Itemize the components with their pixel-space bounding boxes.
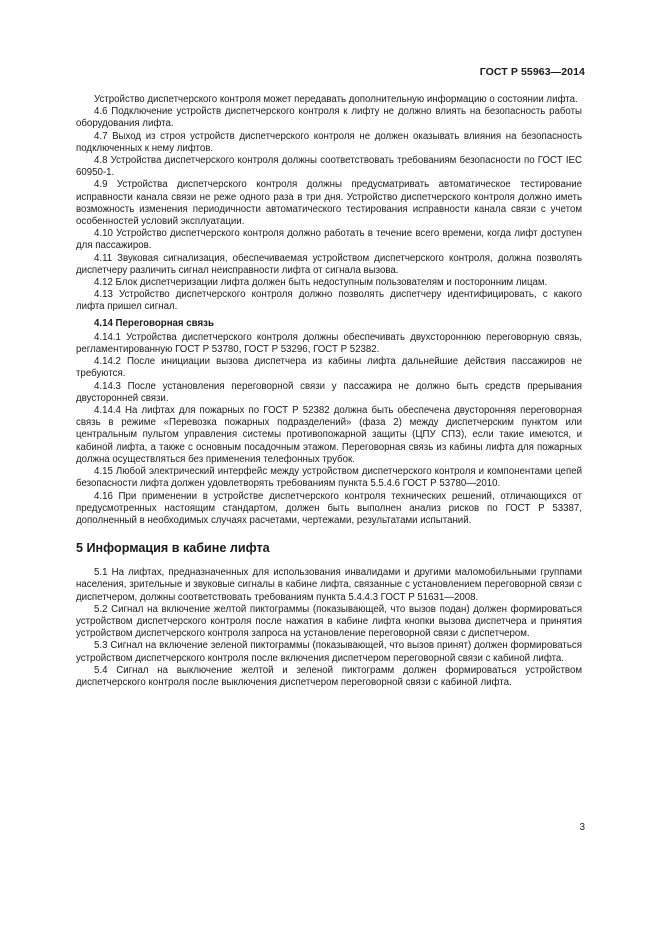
clause-4-14-2: 4.14.2 После инициации вызова диспетчера из кабины лифта дальнейшие действия пассажиров не требуются.	[76, 356, 582, 380]
clause-5-2: 5.2 Сигнал на включение желтой пиктограммы (показывающей, что вызов подан) должен формироваться устройством диспетчерского контроля после нажатия в кабине лифта кнопки вызова диспетчера и принятия устройством диспетчерского контроля запроса на установление переговорной связи с диспетчером.	[76, 603, 582, 640]
subsection-heading-4-14: 4.14 Переговорная связь	[94, 317, 214, 329]
section-heading-5: 5 Информация в кабине лифта	[76, 541, 270, 556]
clause-4-9: 4.9 Устройства диспетчерского контроля должны предусматривать автоматическое тестирование исправности канала связи не реже одного раза в три дня. Устройство диспетчерского контроля должно иметь возможность изменения периодичности автоматического тестирования исправности канала связи с учетом особенностей условий эксплуатации.	[76, 179, 582, 228]
clause-5-1: 5.1 На лифтах, предназначенных для использования инвалидами и другими маломобильными группами населения, зрительные и звуковые сигналы в кабине лифта, связанные с установлением переговорной связи с диспетчером, должны соответствовать требованиям пункта 5.4.4.3 ГОСТ Р 51631—2008.	[76, 567, 582, 603]
clause-4-13: 4.13 Устройство диспетчерского контроля должно позволять диспетчеру идентифицировать, с какого лифта пришел сигнал.	[76, 289, 582, 313]
clause-4-14-1: 4.14.1 Устройства диспетчерского контроля должны обеспечивать двухстороннюю переговорную связь, регламентированную ГОСТ Р 53780, ГОСТ Р 53296, ГОСТ Р 52382.	[76, 331, 582, 356]
clause-4-16: 4.16 При применении в устройстве диспетчерского контроля технических решений, отличающихся от предусмотренных настоящим стандартом, должен быть выполнен анализ рисков по ГОСТ Р 53387, дополненный в необходимых случаях расчетами, чертежами, результатами испытаний.	[76, 490, 582, 526]
clause-4-14-4: 4.14.4 На лифтах для пожарных по ГОСТ Р 52382 должна быть обеспечена двусторонняя переговорная связь в режиме «Перевозка пожарных подразделений» (фаза 2) между диспетчерским пунктом или центральным пультом управления системы противопожарной защиты (ЦПУ СПЗ), если такие имеются, и кабиной лифта, а также с основным посадочным этажом. Переговорная связь из кабины лифта для пожарных должна осуществляться без применения телефонных трубок.	[76, 405, 582, 465]
clause-4-12: 4.12 Блок диспетчеризации лифта должен быть недоступным пользователям и посторонним лицам.	[94, 277, 548, 289]
clause-4-8: 4.8 Устройства диспетчерского контроля должны соответствовать требованиям безопасности по ГОСТ IEC 60950-1.	[76, 155, 582, 179]
paragraph-intro: Устройство диспетчерского контроля может передавать дополнительную информацию о состоянии лифта.	[94, 94, 578, 105]
document-code: ГОСТ Р 55963—2014	[479, 66, 585, 78]
clause-4-11: 4.11 Звуковая сигнализация, обеспечиваемая устройством диспетчерского контроля, должна позволять диспетчеру различить сигнал неисправности лифта от сигнала вызова.	[76, 252, 582, 276]
clause-4-15: 4.15 Любой электрический интерфейс между устройством диспетчерского контроля и компонентами цепей безопасности лифта должен удовлетворять требованиям пункта 5.5.4.6 ГОСТ Р 53780—2010.	[76, 466, 582, 490]
clause-5-3: 5.3 Сигнал на включение зеленой пиктограммы (показывающей, что вызов принят) должен формироваться устройством диспетчерского контроля после включения диспетчером переговорной связи с кабиной лифта.	[76, 640, 582, 664]
clause-4-14-3: 4.14.3 После установления переговорной связи у пассажира не должно быть средств прерывания двусторонней связи.	[76, 380, 582, 404]
document-body	[76, 94, 582, 689]
page-number: 3	[579, 822, 585, 833]
clause-5-4: 5.4 Сигнал на выключение желтой и зеленой пиктограмм должен формироваться устройством диспетчерского контроля после выключения диспетчером переговорной связи с кабиной лифта.	[76, 664, 582, 688]
clause-4-7: 4.7 Выход из строя устройств диспетчерского контроля не должен оказывать влияния на безопасность подключенных к нему лифтов.	[76, 130, 582, 154]
clause-4-10: 4.10 Устройство диспетчерского контроля должно работать в течение всего времени, когда лифт доступен для пассажиров.	[76, 228, 582, 252]
clause-4-6: 4.6 Подключение устройств диспетчерского контроля к лифту не должно влиять на безопасность работы оборудования лифта.	[76, 106, 582, 130]
